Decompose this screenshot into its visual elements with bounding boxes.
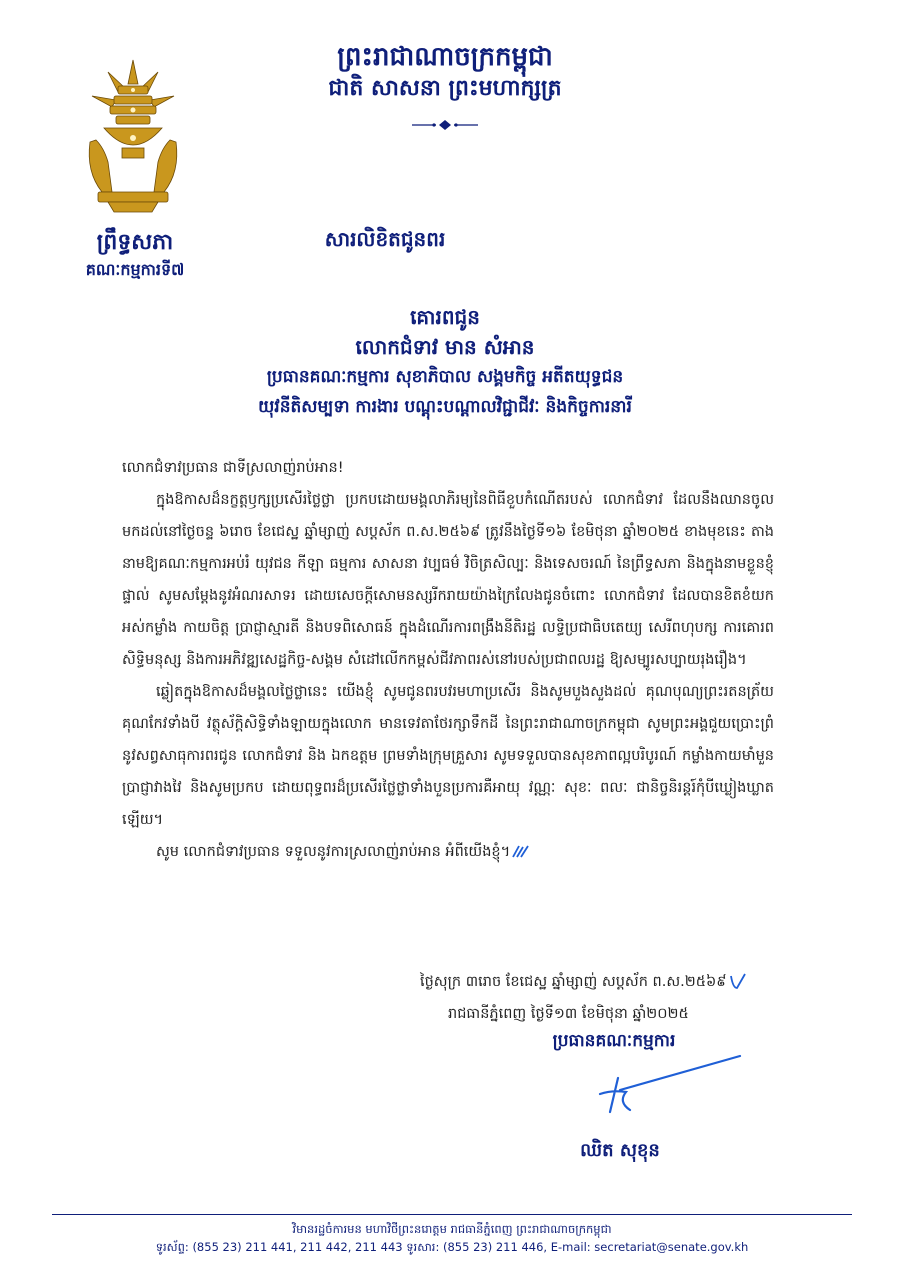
handwritten-signature-icon [590,1050,750,1120]
letter-body [122,452,774,868]
sender-block [40,228,230,282]
sender-institution: ព្រឹទ្ធសភា [96,230,174,255]
recipient-block [120,302,770,422]
motto-line: ជាតិ សាសនា ព្រះមហាក្សត្រ [328,76,562,101]
handwritten-initial-icon [727,972,749,992]
senate-emblem-icon [78,52,188,217]
signatory-position: ប្រធានគណៈកម្មការ [552,1031,676,1051]
handwritten-initial-icon [510,843,532,861]
closing-line [122,836,774,868]
kingdom-line: ព្រះរាជាណាចក្រកម្ពុជា [337,42,553,72]
salutation: លោកជំទាវប្រធាន ជាទីស្រលាញ់រាប់អាន! [122,460,344,476]
footer-divider [52,1214,852,1215]
recipient-role-line1: ប្រធានគណៈកម្មការ សុខាភិបាល សង្គមកិច្ច អតីតយុទ្ធជន [266,367,624,387]
sender-commission: គណៈកម្មការទី៧ [85,260,185,279]
paragraph-1: ក្នុងឱកាសដ៏នក្ខត្តឫក្សប្រសើរថ្លៃថ្លា ប្រកបដោយមង្គលាភិរម្យនៃពិធីខួបកំណើតរបស់ លោកជំទាវ ដែលនឹងឈានចូលមកដល់នៅថ្ងៃចន្ទ ៦រោច ខែជេស្ឋ ឆ្នាំម្សាញ់ សប្តស័ក ព.ស.២៥៦៩ ត្រូវនឹងថ្ងៃទី១៦ ខែមិថុនា ឆ្នាំ២០២៥ ខាងមុខនេះ តាងនាមឱ្យគណៈកម្មការអប់រំ យុវជន កីឡា ធម្មការ សាសនា វប្បធម៌ វិចិត្រសិល្បៈ និងទេសចរណ៍ នៃព្រឹទ្ធសភា និងក្នុងនាមខ្លួនខ្ញុំផ្ទាល់ សូមសម្តែងនូវអំណរសាទរ ដោយសេចក្តីសោមនស្សរីករាយយ៉ាងក្រៃលែងជូនចំពោះ លោកជំទាវ ដែលបានខិតខំយកអស់កម្លាំង កាយចិត្ត ប្រាជ្ញាស្មារតី និងបទពិសោធន៍ ក្នុងដំណើរការពង្រឹងនីតិរដ្ឋ លទ្ធិប្រជាធិបតេយ្យ សេរីពហុបក្ស ការគោរពសិទ្ធិមនុស្ស និងការអភិវឌ្ឍសេដ្ឋកិច្ច-សង្គម សំដៅលើកកម្ពស់ជីវភាពរស់នៅរបស់ប្រជាពលរដ្ឋ ឱ្យសម្បូរសប្បាយរុងរឿង។ [122,492,774,668]
recipient-to-label: គោរពជូន [410,305,480,329]
footer-contact: ទូរស័ព្ទ: (855 23) 211 441, 211 442, 211 443 ទូរសារ: (855 23) 211 446, E-mail: secretariat@senate.gov.kh [155,1240,749,1254]
solar-date: រាជធានីភ្នំពេញ ថ្ងៃទី១៣ ខែមិថុនា ឆ្នាំ២០២៥ [448,1006,689,1022]
document-title: សារលិខិតជូនពរ [324,227,446,251]
lunar-date: ថ្ងៃសុក្រ ៣រោច ខែជេស្ឋ ឆ្នាំម្សាញ់ សប្តស័ក ព.ស.២៥៦៩ [420,974,727,990]
lunar-date-line [420,966,840,998]
signatory-name: ឈិត សុខុន [580,1140,660,1161]
footer-address: វិមានរដ្ឋចំការមន មហាវិថីព្រះនរោត្តម រាជធានីភ្នំពេញ ព្រះរាជាណាចក្រកម្ពុជា [292,1222,612,1236]
divider-ornament-icon [410,118,480,132]
closing-text: សូម លោកជំទាវប្រធាន ទទួលនូវការស្រលាញ់រាប់អាន អំពីយើងខ្ញុំ។ [156,844,511,860]
recipient-name: លោកជំទាវ មាន សំអាន [355,335,535,359]
date-block [420,966,840,1030]
kingdom-header [290,40,600,104]
footer [52,1220,852,1256]
recipient-role-line2: យុវនីតិសម្បទា ការងារ បណ្តុះបណ្តាលវិជ្ជាជីវៈ និងកិច្ចការនារី [258,397,632,417]
paragraph-2: ឆ្លៀតក្នុងឱកាសដ៏មង្គលថ្លៃថ្លានេះ យើងខ្ញុំ សូមជូនពរបវរមហាប្រសើរ និងសូមបួងសួងដល់ គុណបុណ្យព្រះរតនត្រ័យ គុណកែវទាំងបី វត្ថុស័ក្តិសិទ្ធិទាំងឡាយក្នុងលោក មានទេវតាថែរក្សាទឹកដី នៃព្រះរាជាណាចក្រកម្ពុជា សូមព្រះអង្គជួយប្រោះព្រំនូវសព្វសាធុការពរជូន លោកជំទាវ និង ឯកឧត្តម ព្រមទាំងក្រុមគ្រួសារ សូមទទួលបានសុខភាពល្អបរិបូរណ៍ កម្លាំងកាយមាំមួន ប្រាជ្ញាវាងវៃ និងសូមប្រកប ដោយពុទ្ធពរដ៏ប្រសើរថ្លៃថ្លាទាំងបួនប្រការគឺអាយុ វណ្ណៈ សុខៈ ពលៈ ជានិច្ចនិរន្តរ៍កុំបីឃ្លៀងឃ្លាតឡើយ។ [122,684,774,828]
